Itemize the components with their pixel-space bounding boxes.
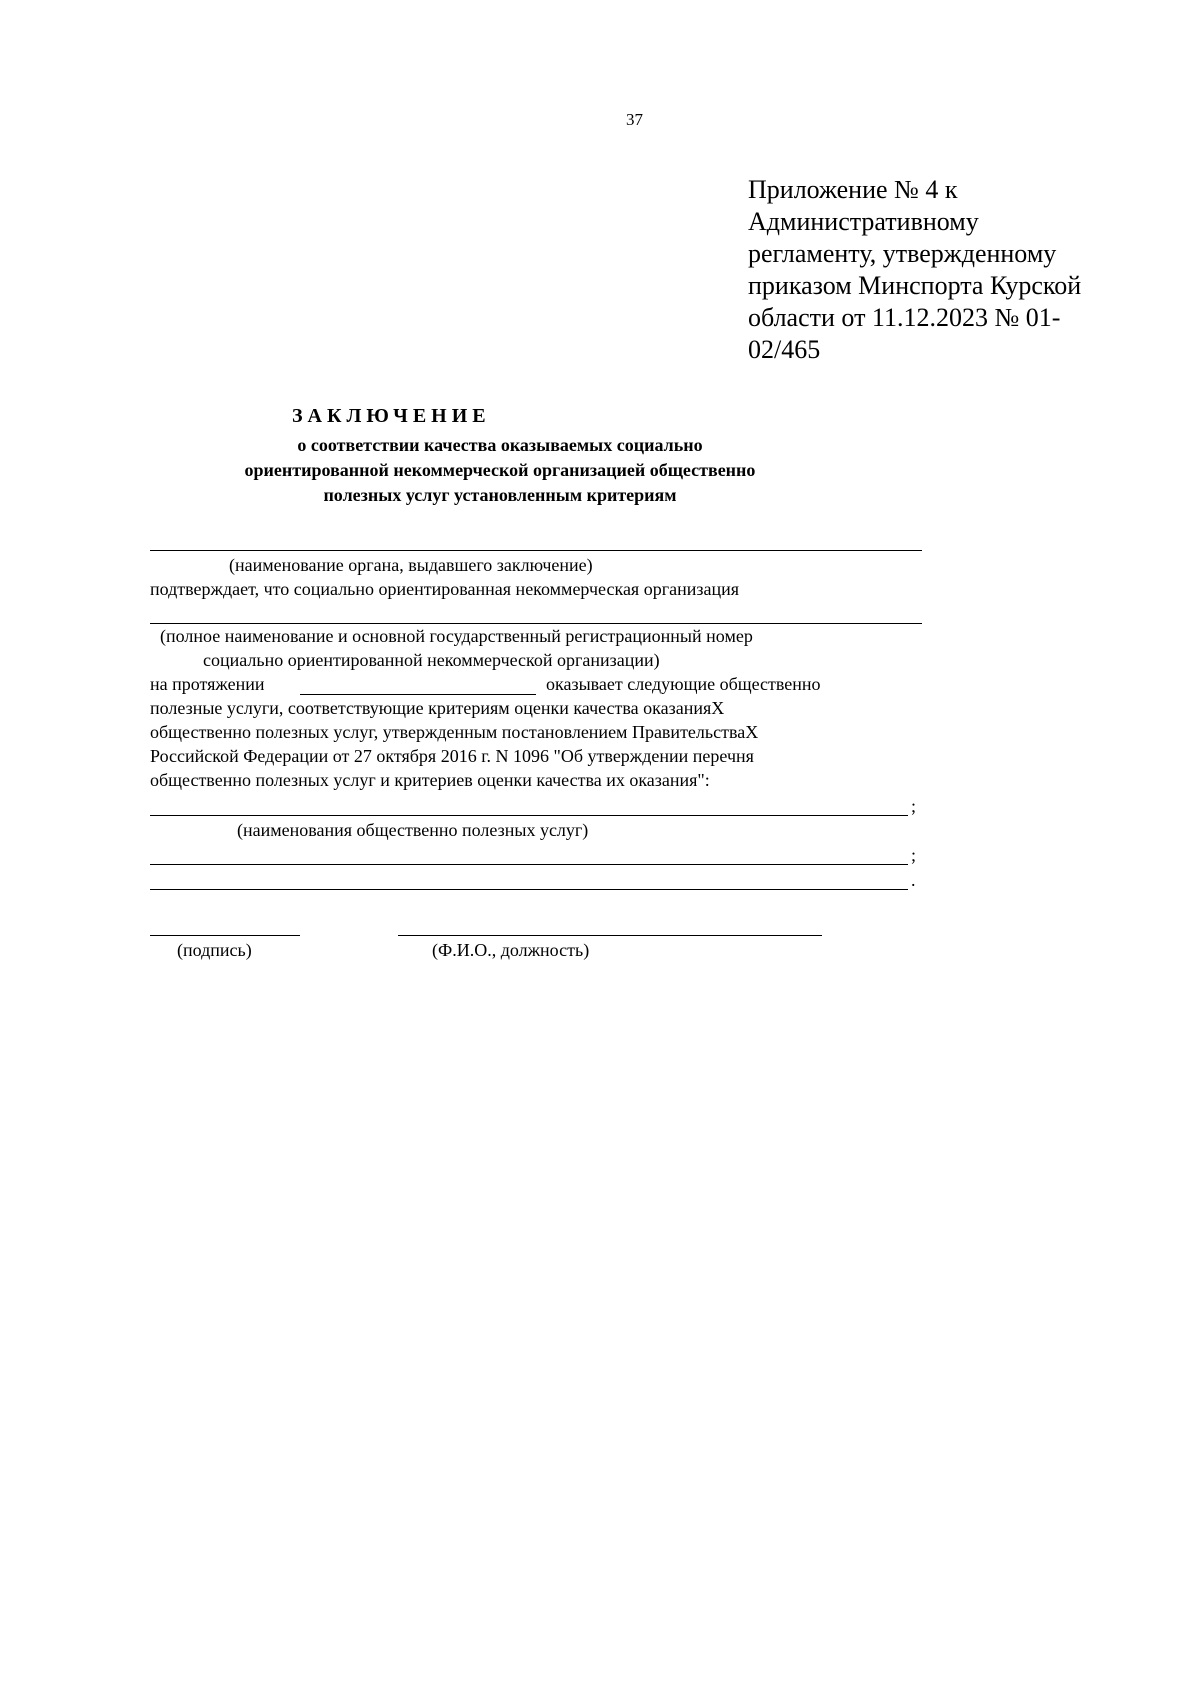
name-position-caption: (Ф.И.О., должность) (432, 940, 590, 960)
annex-line: приказом Минспорта Курской (748, 271, 1082, 300)
service-blank-line-1 (150, 815, 908, 816)
annex-line: области от 11.12.2023 № 01- (748, 303, 1061, 332)
document-subtitle (150, 433, 850, 508)
organization-name-blank-line (150, 623, 922, 624)
service-blank-line-2 (150, 864, 908, 865)
semicolon: ; (911, 845, 917, 865)
organization-caption-line-1: (полное наименование и основной государственный регистрационный номер (160, 626, 753, 646)
annex-line: регламенту, утвержденному (748, 239, 1057, 268)
annex-line: 02/465 (748, 335, 821, 364)
annex-line: Административному (748, 207, 979, 236)
subtitle-line: полезных услуг установленным критериям (323, 485, 677, 505)
signature-blank-line (150, 935, 300, 936)
signature-caption: (подпись) (177, 940, 252, 960)
annex-header (748, 174, 1148, 366)
confirms-text: подтверждает, что социально ориентированная некоммерческая организация (150, 579, 739, 599)
annex-line: Приложение № 4 к (748, 175, 958, 204)
paragraph-line: общественно полезных услуг, утвержденным постановлением ПравительстваX (150, 722, 759, 742)
services-caption: (наименования общественно полезных услуг) (237, 820, 589, 840)
semicolon: ; (911, 796, 917, 816)
period-suffix: оказывает следующие общественно (546, 674, 821, 694)
subtitle-line: о соответствии качества оказываемых социально (297, 435, 703, 455)
period-mark: . (911, 870, 916, 890)
organ-name-blank-line (150, 550, 922, 551)
paragraph-line: общественно полезных услуг и критериев оценки качества их оказания": (150, 770, 710, 790)
organ-name-caption: (наименование органа, выдавшего заключение) (229, 555, 593, 575)
service-blank-line-3 (150, 889, 908, 890)
period-blank-line (300, 694, 536, 695)
subtitle-line: ориентированной некоммерческой организацией общественно (244, 460, 756, 480)
document-title: ЗАКЛЮЧЕНИЕ (292, 405, 491, 427)
name-position-blank-line (398, 935, 822, 936)
page-number: 37 (626, 110, 643, 129)
paragraph-line: полезные услуги, соответствующие критериям оценки качества оказанияX (150, 698, 725, 718)
paragraph-line: Российской Федерации от 27 октября 2016 г. N 1096 "Об утверждении перечня (150, 746, 754, 766)
period-prefix: на протяжении (150, 674, 265, 694)
organization-caption-line-2: социально ориентированной некоммерческой организации) (203, 650, 660, 670)
